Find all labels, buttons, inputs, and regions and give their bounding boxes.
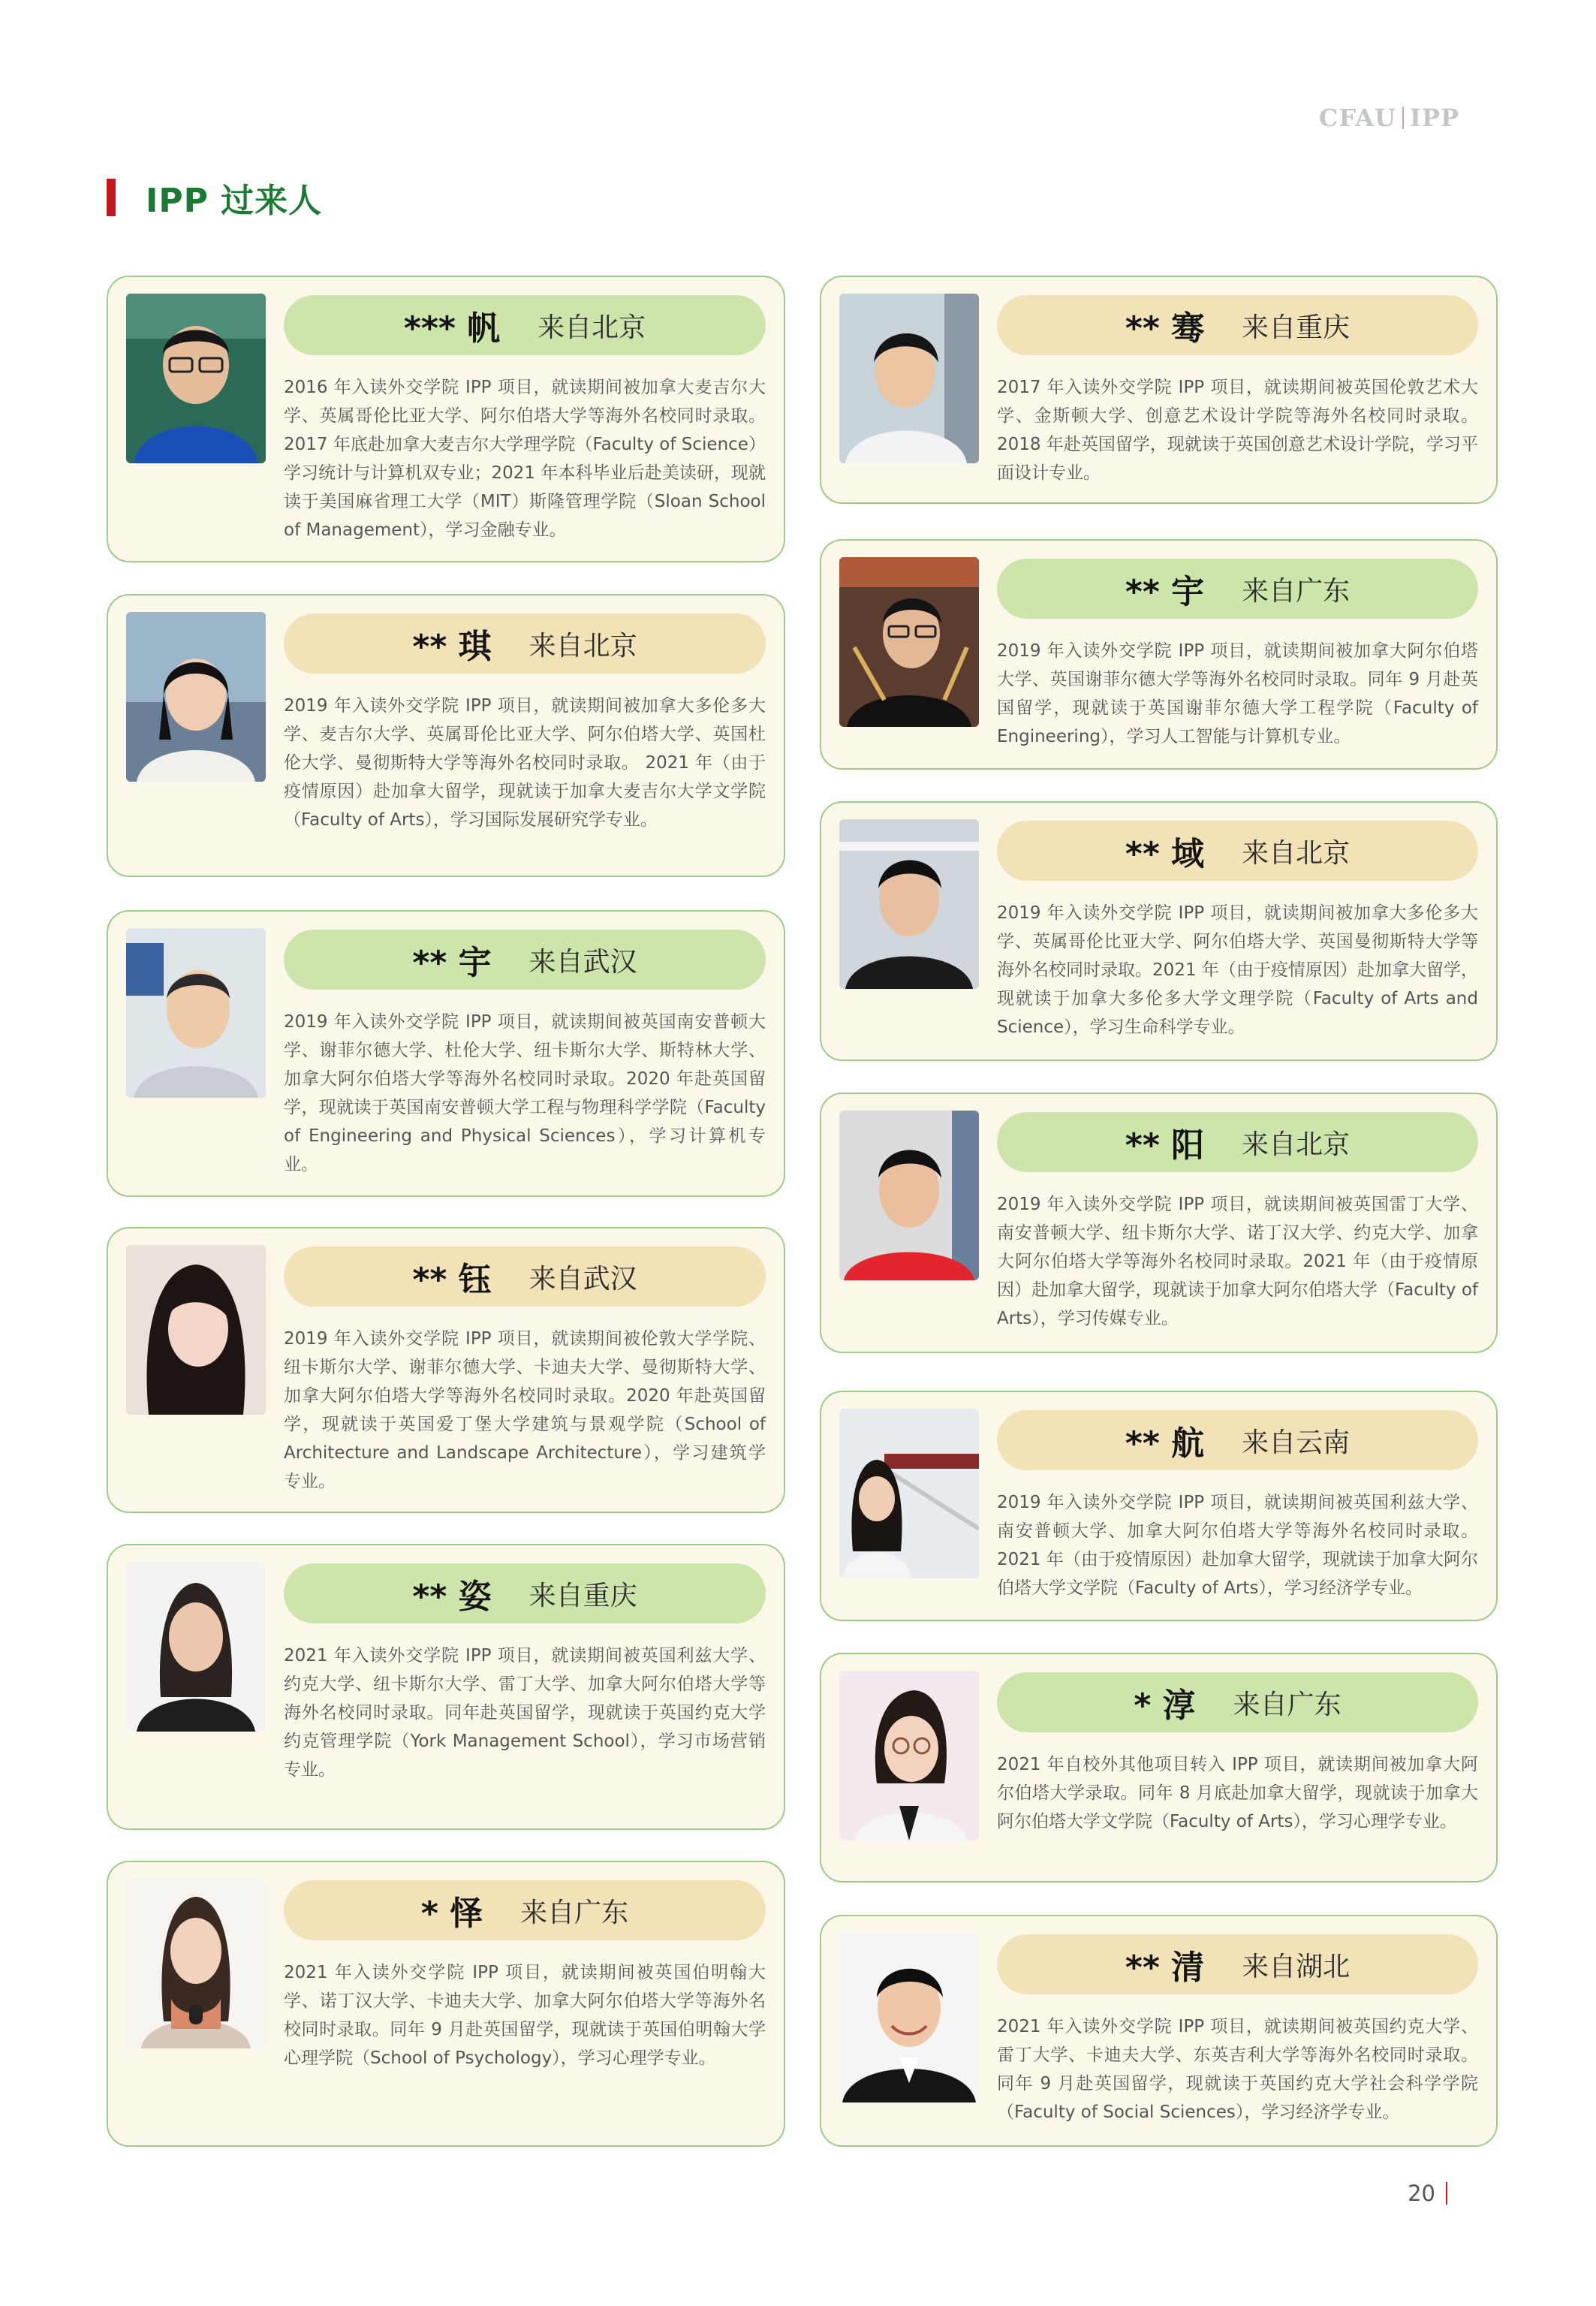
student-origin: 来自北京 [1242,1129,1351,1160]
name-pill [997,1410,1478,1470]
student-origin: 来自云南 [1242,1427,1351,1458]
student-name: ** 姿 [412,1578,492,1616]
alumni-card [820,539,1498,770]
alumni-photo [839,1933,979,2103]
section-title: IPP 过来人 [146,182,323,220]
logo-divider [1402,107,1404,129]
student-description: 2021 年入读外交学院 IPP 项目，就读期间被英国约克大学、雷丁大学、卡迪夫大学、东英吉利大学等海外名校同时录取。同年 9 月赴英国留学，现就读于英国约克大学社会科学学院（Faculty of Social Sciences），学习经济学专业。 [997,2017,1478,2122]
alumni-card [107,276,785,562]
name-pill [997,1672,1478,1732]
student-origin: 来自北京 [538,312,646,343]
student-origin: 来自武汉 [528,1263,637,1295]
student-name: * 淳 [1134,1687,1196,1725]
name-pill [997,559,1478,619]
student-description: 2019 年入读外交学院 IPP 项目，就读期间被伦敦大学学院、纽卡斯尔大学、谢菲尔德大学、卡迪夫大学、曼彻斯特大学、加拿大阿尔伯塔大学等海外名校同时录取。2020 年赴英国留学，现就读于英国爱丁堡大学建筑与景观学院（School of Architecture and Landscape Architecture），学习建筑学专业。 [284,1329,766,1491]
student-name: ** 宇 [412,944,492,982]
name-pill [284,1880,766,1940]
alumni-card [820,1653,1498,1882]
logo-cfau: CFAU [1318,104,1396,132]
student-name: ** 航 [1125,1424,1205,1463]
student-description: 2019 年入读外交学院 IPP 项目，就读期间被英国利兹大学、南安普顿大学、加拿大阿尔伯塔大学等海外名校同时录取。2021 年（由于疫情原因）赴加拿大留学，现就读于加拿大阿尔伯塔大学文学院（Faculty of Arts），学习经济学专业。 [997,1493,1478,1598]
student-origin: 来自广东 [1242,575,1351,607]
name-pill [997,821,1478,881]
alumni-card [820,1915,1498,2147]
alumni-card [820,1391,1498,1621]
heading-accent-bar [107,179,116,216]
student-origin: 来自广东 [520,1897,629,1928]
student-origin: 来自广东 [1233,1689,1342,1720]
alumni-card [107,1227,785,1513]
name-pill [997,295,1478,355]
student-description: 2021 年入读外交学院 IPP 项目，就读期间被英国利兹大学、约克大学、纽卡斯尔大学、雷丁大学、加拿大阿尔伯塔大学等海外名校同时录取。同年赴英国留学，现就读于英国约克大学约克管理学院（York Management School），学习市场营销专业。 [284,1646,766,1780]
alumni-photo [126,928,266,1098]
student-description: 2019 年入读外交学院 IPP 项目，就读期间被英国雷丁大学、南安普顿大学、纽卡斯尔大学、诺丁汉大学、约克大学、加拿大阿尔伯塔大学等海外名校同时录取。2021 年（由于疫情原因）赴加拿大留学，现就读于加拿大阿尔伯塔大学（Faculty of Arts），学习传媒专业。 [997,1195,1478,1328]
name-pill [284,1246,766,1307]
student-description: 2019 年入读外交学院 IPP 项目，就读期间被加拿大多伦多大学、英属哥伦比亚大学、阿尔伯塔大学、英国曼彻斯特大学等海外名校同时录取。2021 年（由于疫情原因）赴加拿大留学，现就读于加拿大多伦多大学文理学院（Faculty of Arts and Science），学习生命科学专业。 [997,903,1478,1037]
student-origin: 来自重庆 [1242,312,1351,343]
student-origin: 来自武汉 [528,946,637,978]
alumni-photo [839,294,979,463]
name-pill [284,930,766,990]
alumni-photo [839,819,979,989]
name-pill [284,1563,766,1623]
page-number-text: 20 [1408,2181,1435,2206]
student-origin: 来自北京 [1242,837,1351,869]
student-description: 2019 年入读外交学院 IPP 项目，就读期间被加拿大多伦多大学、麦吉尔大学、英属哥伦比亚大学、阿尔伯塔大学、英国杜伦大学、曼彻斯特大学等海外名校同时录取。 2021 年（由于疫情原因）赴加拿大留学，现就读于加拿大麦吉尔大学文学院（Faculty of Arts），学习国际发展研究学专业。 [284,696,766,830]
alumni-photo [126,1879,266,2048]
section-heading [107,177,322,218]
alumni-photo [126,294,266,463]
student-name: ** 钰 [412,1261,492,1299]
student-name: ** 骞 [1125,309,1205,348]
alumni-card [107,910,785,1197]
alumni-card [107,594,785,877]
student-description: 2016 年入读外交学院 IPP 项目，就读期间被加拿大麦吉尔大学、英属哥伦比亚大学、阿尔伯塔大学等海外名校同时录取。2017 年底赴加拿大麦吉尔大学理学院（Faculty of Science）学习统计与计算机双专业；2021 年本科毕业后赴美读研，现就读于美国麻省理工大学（MIT）斯隆管理学院（Sloan School of Management），学习金融专业。 [284,378,766,540]
alumni-card [820,801,1498,1061]
alumni-photo [839,1671,979,1840]
alumni-card [820,1093,1498,1353]
alumni-photo [126,1562,266,1732]
student-description: 2021 年入读外交学院 IPP 项目，就读期间被英国伯明翰大学、诺丁汉大学、卡迪夫大学、加拿大阿尔伯塔大学等海外名校同时录取。同年 9 月赴英国留学，现就读于英国伯明翰大学心理学院（School of Psychology），学习心理学专业。 [284,1963,766,2068]
student-description: 2019 年入读外交学院 IPP 项目，就读期间被英国南安普顿大学、谢菲尔德大学、杜伦大学、纽卡斯尔大学、斯特林大学、加拿大阿尔伯塔大学等海外名校同时录取。2020 年赴英国留学，现就读于英国南安普顿大学工程与物理科学学院（Faculty of Engineering and Physical Sciences），学习计算机专业。 [284,1012,766,1174]
alumni-photo [839,557,979,727]
name-pill [997,1934,1478,1994]
student-origin: 来自北京 [528,630,637,662]
student-name: ** 宇 [1125,573,1205,611]
student-name: *** 帆 [403,309,501,348]
student-name: ** 阳 [1125,1126,1205,1165]
name-pill [997,1112,1478,1172]
alumni-photo [839,1111,979,1280]
alumni-card [107,1544,785,1830]
student-origin: 来自湖北 [1242,1951,1351,1982]
name-pill [284,295,766,355]
student-name: ** 清 [1125,1949,1205,1987]
student-description: 2019 年入读外交学院 IPP 项目，就读期间被加拿大阿尔伯塔大学、英国谢菲尔德大学等海外名校同时录取。同年 9 月赴英国留学，现就读于英国谢菲尔德大学工程学院（Faculty of Engineering），学习人工智能与计算机专业。 [997,641,1478,746]
logo-ipp: IPP [1409,104,1459,132]
alumni-card [107,1861,785,2147]
student-name: * 怿 [420,1895,483,1933]
name-pill [284,613,766,674]
cfau-ipp-logo [1319,104,1459,132]
alumni-photo [126,612,266,782]
page-number [1408,2181,1447,2206]
student-name: ** 域 [1125,835,1205,873]
student-description: 2021 年自校外其他项目转入 IPP 项目，就读期间被加拿大阿尔伯塔大学录取。同年 8 月底赴加拿大留学，现就读于加拿大阿尔伯塔大学文学院（Faculty of Arts），学习心理学专业。 [997,1755,1478,1831]
page-number-marker [1446,2182,1447,2205]
student-description: 2017 年入读外交学院 IPP 项目，就读期间被英国伦敦艺术大学、金斯顿大学、创意艺术设计学院等海外名校同时录取。2018 年赴英国留学，现就读于英国创意艺术设计学院，学习平面设计专业。 [997,378,1478,483]
alumni-card [820,276,1498,504]
student-name: ** 琪 [412,628,492,666]
alumni-photo [839,1409,979,1578]
student-origin: 来自重庆 [528,1580,637,1611]
alumni-photo [126,1245,266,1415]
